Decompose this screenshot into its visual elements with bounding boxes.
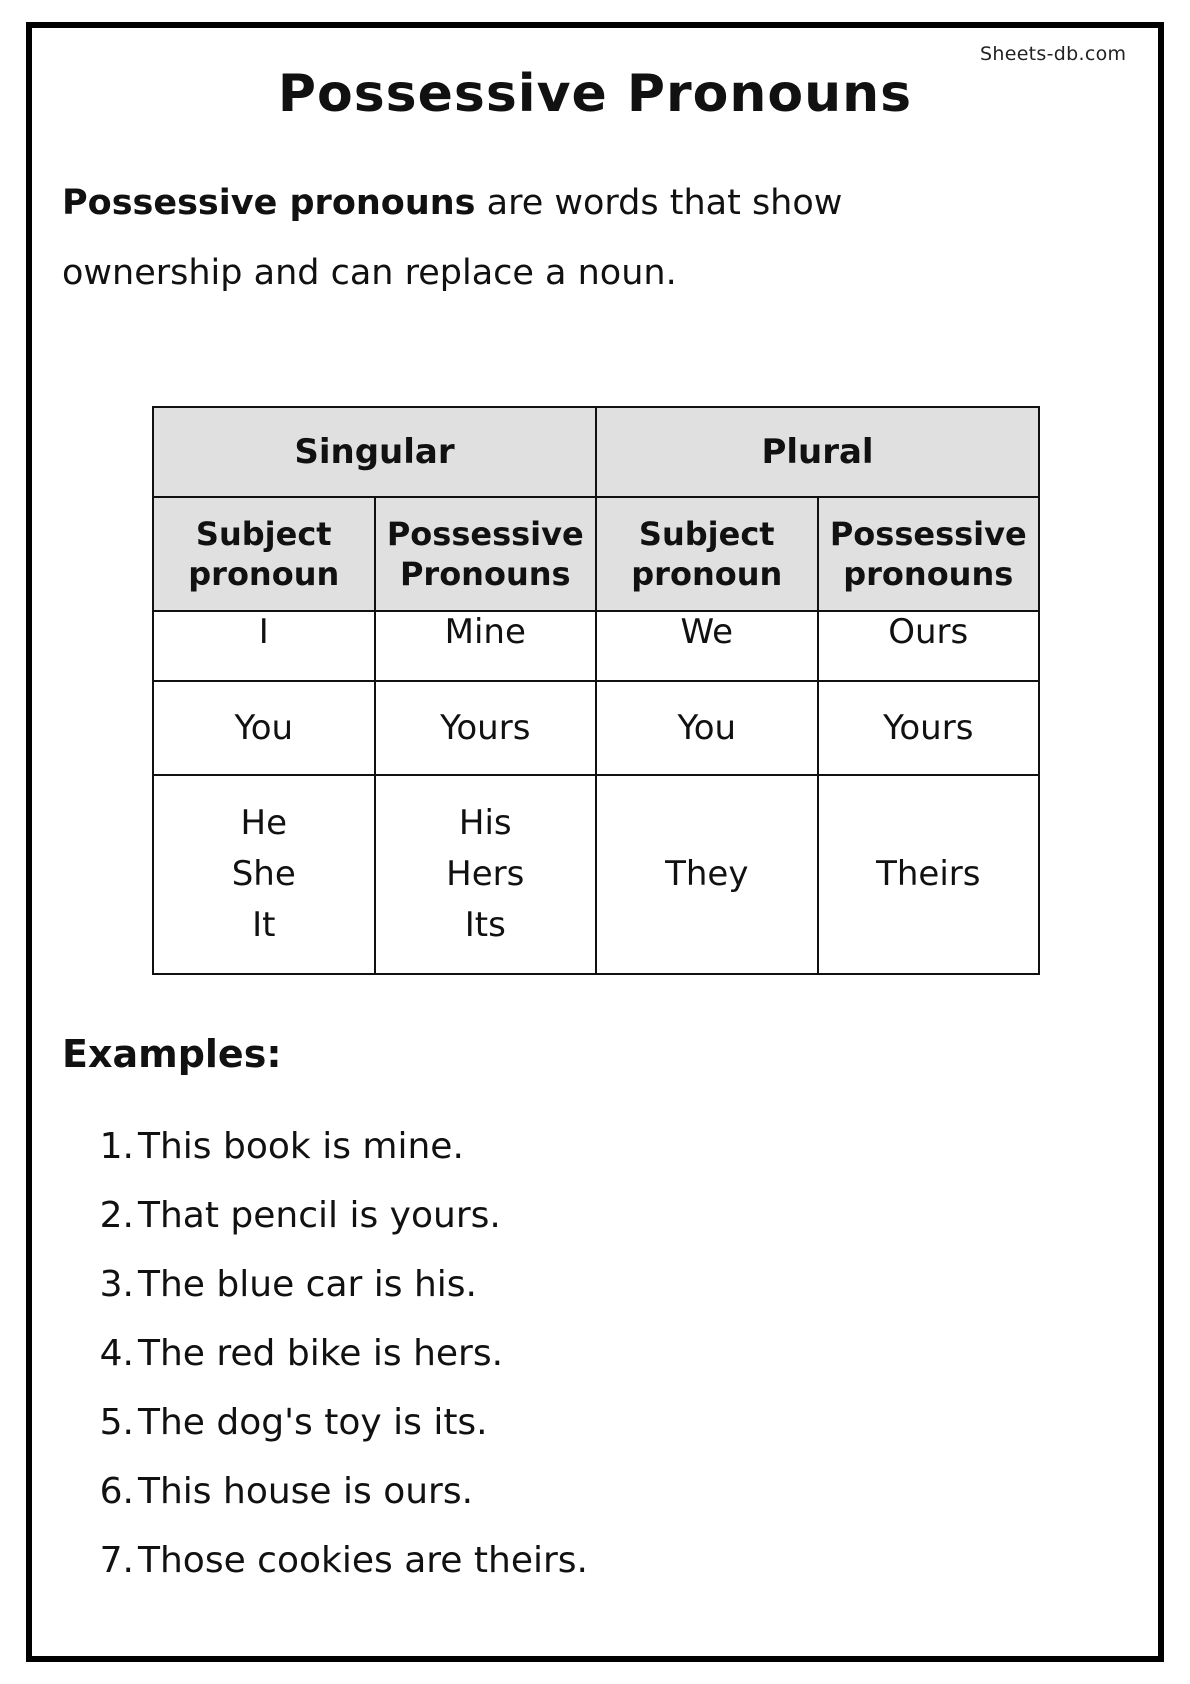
table-cell xyxy=(818,681,1040,775)
header-line: Possessive xyxy=(386,515,584,553)
header-plural: Plural xyxy=(596,407,1039,497)
cell-text: His xyxy=(458,803,512,843)
item-text: That pencil is yours. xyxy=(138,1195,501,1236)
table-row xyxy=(153,611,1039,681)
item-text: Those cookies are theirs. xyxy=(138,1540,588,1581)
list-item xyxy=(88,1457,588,1526)
header-plural-possessive xyxy=(818,497,1040,611)
cell-text: Theirs xyxy=(876,854,981,894)
table-cell xyxy=(375,611,597,681)
watermark: Sheets-db.com xyxy=(980,43,1127,65)
table-cell xyxy=(596,775,818,974)
item-number: 4. xyxy=(99,1333,134,1374)
item-text: The red bike is hers. xyxy=(138,1333,504,1374)
list-item xyxy=(88,1181,588,1250)
item-number: 2. xyxy=(99,1195,134,1236)
list-item xyxy=(88,1319,588,1388)
cell-text: They xyxy=(665,854,749,894)
table-cell xyxy=(375,681,597,775)
cell-text: Mine xyxy=(444,612,526,652)
table-sub-header-row xyxy=(153,497,1039,611)
item-number: 3. xyxy=(99,1264,134,1305)
header-line: Possessive xyxy=(829,515,1027,553)
list-item xyxy=(88,1250,588,1319)
page-title: Possessive Pronouns xyxy=(277,64,913,124)
header-line: Pronouns xyxy=(399,555,571,593)
item-text: The dog's toy is its. xyxy=(138,1402,488,1443)
header-line: pronouns xyxy=(843,555,1014,593)
item-number: 1. xyxy=(99,1126,134,1167)
item-text: This house is ours. xyxy=(138,1471,474,1512)
header-line: pronoun xyxy=(631,555,783,593)
cell-text: She xyxy=(231,854,296,894)
cell-text: You xyxy=(234,708,294,748)
table-cell xyxy=(153,775,375,974)
cell-text: Yours xyxy=(440,708,531,748)
table-row xyxy=(153,681,1039,775)
table-row xyxy=(153,775,1039,974)
header-plural-subject xyxy=(596,497,818,611)
item-number: 5. xyxy=(99,1402,134,1443)
header-singular: Singular xyxy=(153,407,596,497)
item-number: 6. xyxy=(99,1471,134,1512)
cell-text: I xyxy=(258,612,269,652)
list-item xyxy=(88,1388,588,1457)
header-singular-possessive xyxy=(375,497,597,611)
table-cell xyxy=(375,775,597,974)
examples-heading: Examples: xyxy=(62,1032,282,1076)
table-cell xyxy=(596,681,818,775)
table-group-header-row xyxy=(153,407,1039,497)
intro-text: are words that show ownership and can replace a noun. xyxy=(62,183,843,293)
cell-text: We xyxy=(680,612,734,652)
list-item xyxy=(88,1526,588,1595)
cell-text: Yours xyxy=(883,708,974,748)
table-cell xyxy=(818,611,1040,681)
intro-paragraph xyxy=(62,168,962,308)
table-cell xyxy=(596,611,818,681)
intro-bold-term: Possessive pronouns xyxy=(62,183,476,223)
header-line: pronoun xyxy=(188,555,340,593)
header-line: Subject xyxy=(638,515,775,553)
header-singular-subject xyxy=(153,497,375,611)
pronoun-table xyxy=(152,406,1040,975)
table-cell xyxy=(153,681,375,775)
item-text: This book is mine. xyxy=(138,1126,464,1167)
cell-text: Ours xyxy=(888,612,969,652)
table-cell xyxy=(153,611,375,681)
item-text: The blue car is his. xyxy=(138,1264,477,1305)
cell-text: You xyxy=(677,708,737,748)
list-item xyxy=(88,1112,588,1181)
header-line: Subject xyxy=(195,515,332,553)
cell-text: Its xyxy=(464,905,506,945)
cell-text: It xyxy=(252,905,276,945)
table-cell xyxy=(818,775,1040,974)
cell-text: He xyxy=(240,803,287,843)
cell-text: Hers xyxy=(446,854,525,894)
item-number: 7. xyxy=(99,1540,134,1581)
examples-list xyxy=(88,1112,588,1595)
